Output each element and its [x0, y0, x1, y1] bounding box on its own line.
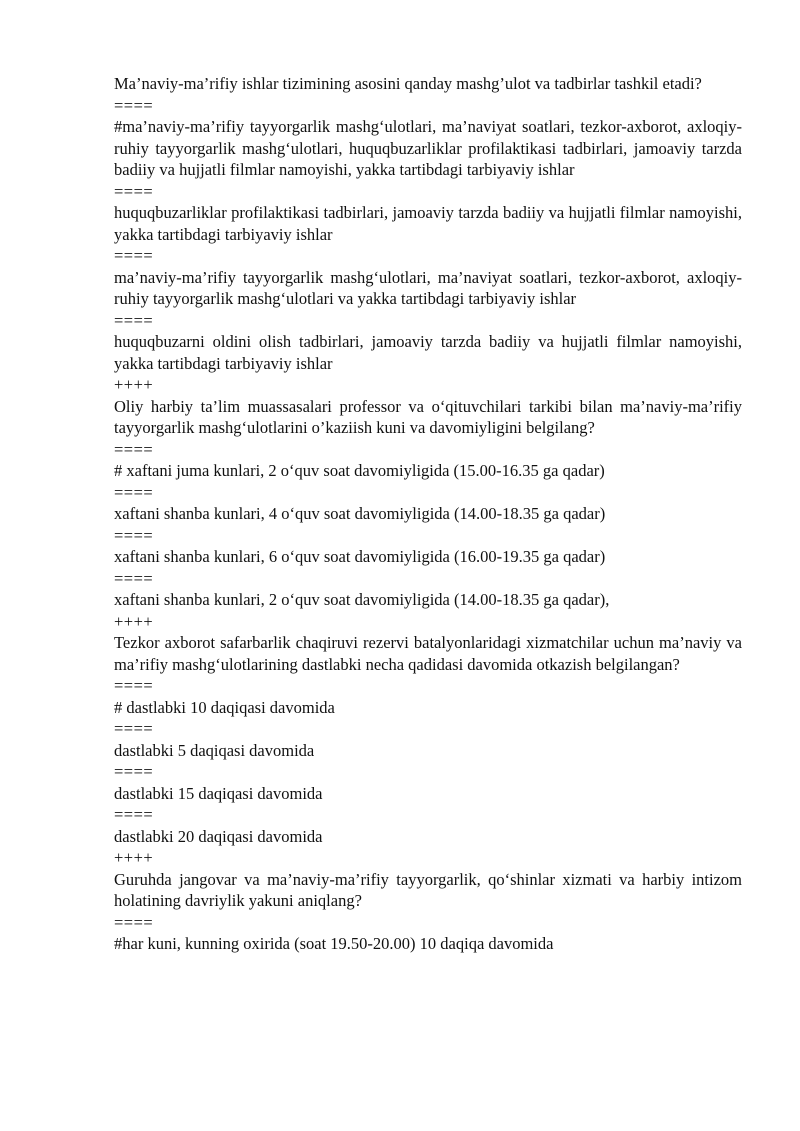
separator: ====	[114, 525, 154, 545]
question-separator: ++++	[114, 375, 154, 394]
answer-option: dastlabki 20 daqiqasi davomida	[114, 826, 323, 846]
answer-option: dastlabki 5 daqiqasi davomida	[114, 740, 315, 760]
answer-option: xaftani shanba kunlari, 6 o‘quv soat davomiyligida (16.00-19.35 ga qadar)	[114, 547, 606, 566]
question-text: Guruhda jangovar va ma’naviy-ma’rifiy tayyorgarlik, qo‘shinlar xizmati va harbiy intizom holatining davriylik yakuni aniqlang?	[114, 869, 742, 910]
separator: ====	[114, 246, 154, 265]
document-page	[114, 73, 742, 955]
answer-option: ma’naviy-ma’rifiy tayyorgarlik mashg‘ulotlari, ma’naviyat soatlari, tezkor-axborot, axloqiy-ruhiy tayyorgarlik mashg‘ulotlari va yakka tartibdagi tarbiyaviy ishlar	[114, 267, 742, 308]
answer-option-correct: #ma’naviy-ma’rifiy tayyorgarlik mashg‘ulotlari, ma’naviyat soatlari, tezkor-axborot, axloqiy-ruhiy tayyorgarlik mashg‘ulotlari, huquqbuzarliklar profilaktikasi tadbirlari, jamoaviy tarzda badiiy va hujjatli filmlar namoyishi, yakka tartibdagi tarbiyaviy ishlar	[114, 117, 742, 179]
question-separator: ++++	[114, 611, 154, 631]
separator: ====	[114, 912, 154, 932]
question-text: Oliy harbiy ta’lim muassasalari professor va o‘qituvchilari tarkibi bilan ma’naviy-ma’rifiy tayyorgarlik mashg‘ulotlarini o’kaziish kuni va davomiyligini belgilang?	[114, 396, 742, 437]
question-text: Ma’naviy-ma’rifiy ishlar tizimining asosini qanday mashg’ulot va tadbirlar tashkil etadi?	[114, 74, 702, 93]
question-separator: ++++	[114, 848, 154, 867]
separator: ====	[114, 568, 154, 588]
answer-option: huquqbuzarni oldini olish tadbirlari, jamoaviy tarzda badiiy va hujjatli filmlar namoyishi, yakka tartibdagi tarbiyaviy ishlar	[114, 332, 742, 373]
answer-option-correct: #har kuni, kunning oxirida (soat 19.50-20.00) 10 daqiqa davomida	[114, 934, 554, 953]
answer-option-correct: # dastlabki 10 daqiqasi davomida	[114, 697, 335, 717]
separator: ====	[114, 805, 154, 824]
separator: ====	[114, 310, 154, 330]
answer-option: dastlabki 15 daqiqasi davomida	[114, 783, 323, 803]
answer-option: xaftani shanba kunlari, 2 o‘quv soat davomiyligida (14.00-18.35 ga qadar),	[114, 590, 610, 609]
separator: ====	[114, 762, 154, 781]
separator: ====	[114, 719, 154, 738]
answer-option-correct: # xaftani juma kunlari, 2 o‘quv soat davomiyligida (15.00-16.35 ga qadar)	[114, 461, 605, 480]
separator: ====	[114, 95, 154, 115]
separator: ====	[114, 439, 154, 459]
answer-option: huquqbuzarliklar profilaktikasi tadbirlari, jamoaviy tarzda badiiy va hujjatli filmlar namoyishi, yakka tartibdagi tarbiyaviy ishlar	[114, 203, 742, 244]
separator: ====	[114, 181, 154, 201]
separator: ====	[114, 482, 154, 502]
answer-option: xaftani shanba kunlari, 4 o‘quv soat davomiyligida (14.00-18.35 ga qadar)	[114, 504, 606, 523]
separator: ====	[114, 676, 154, 695]
question-text: Tezkor axborot safarbarlik chaqiruvi rezervi batalyonlaridagi xizmatchilar uchun ma’naviy va ma’rifiy mashg‘ulotlarining dastlabki necha qadidasi davomida otkazish belgilangan?	[114, 633, 742, 674]
